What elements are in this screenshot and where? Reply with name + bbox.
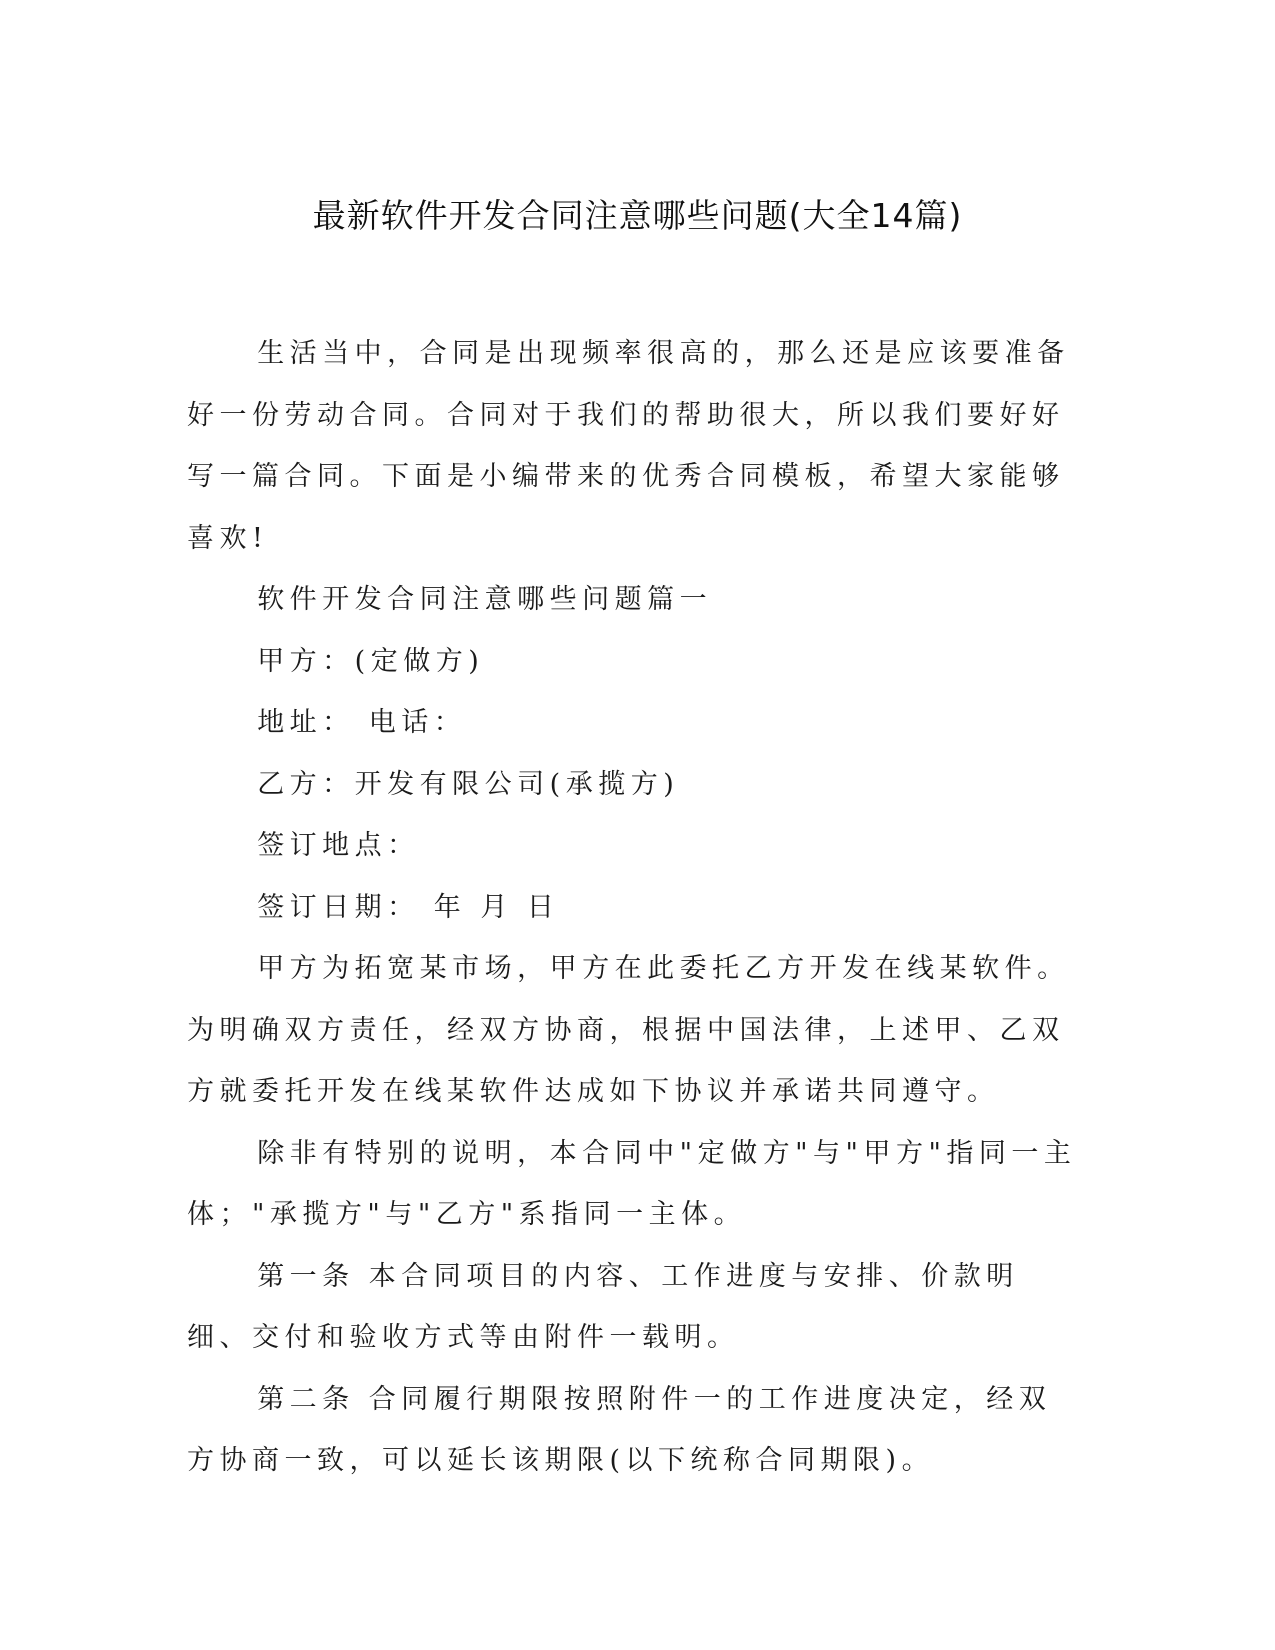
signing-place-line: 签订地点： [257,830,420,861]
intro-paragraph: 生活当中，合同是出现频率很高的，那么还是应该要准备好一份劳动合同。合同对于我们的帮助很大，所以我们要好好写一篇合同。下面是小编带来的优秀合同模板，希望大家能够喜欢! [187,338,1070,554]
article-one-paragraph: 第一条 本合同项目的内容、工作进度与安排、价款明细、交付和验收方式等由附件一载明。 [187,1260,1019,1353]
signing-date-line: 签订日期： 年 月 日 [257,891,560,923]
address-phone-line: 地址： 电话： [257,707,467,738]
purpose-paragraph: 甲方为拓宽某市场，甲方在此委托乙方开发在线某软件。为明确双方责任，经双方协商，根据中国法律，上述甲、乙双方就委托开发在线某软件达成如下协议并承诺共同遵守。 [187,953,1070,1107]
party-b-line: 乙方：开发有限公司(承揽方) [257,768,680,800]
article-two-paragraph: 第二条 合同履行期限按照附件一的工作进度决定，经双方协商一致，可以延长该期限(以下统称合同期限)。 [187,1383,1052,1476]
document-title: 最新软件开发合同注意哪些问题(大全14篇) [312,196,963,235]
party-a-line: 甲方：(定做方) [257,645,485,677]
definitions-paragraph: 除非有特别的说明，本合同中"定做方"与"甲方"指同一主体；"承揽方"与"乙方"系指同一主体。 [187,1137,1077,1230]
section-heading: 软件开发合同注意哪些问题篇一 [257,584,713,615]
document-body [187,323,1077,1492]
